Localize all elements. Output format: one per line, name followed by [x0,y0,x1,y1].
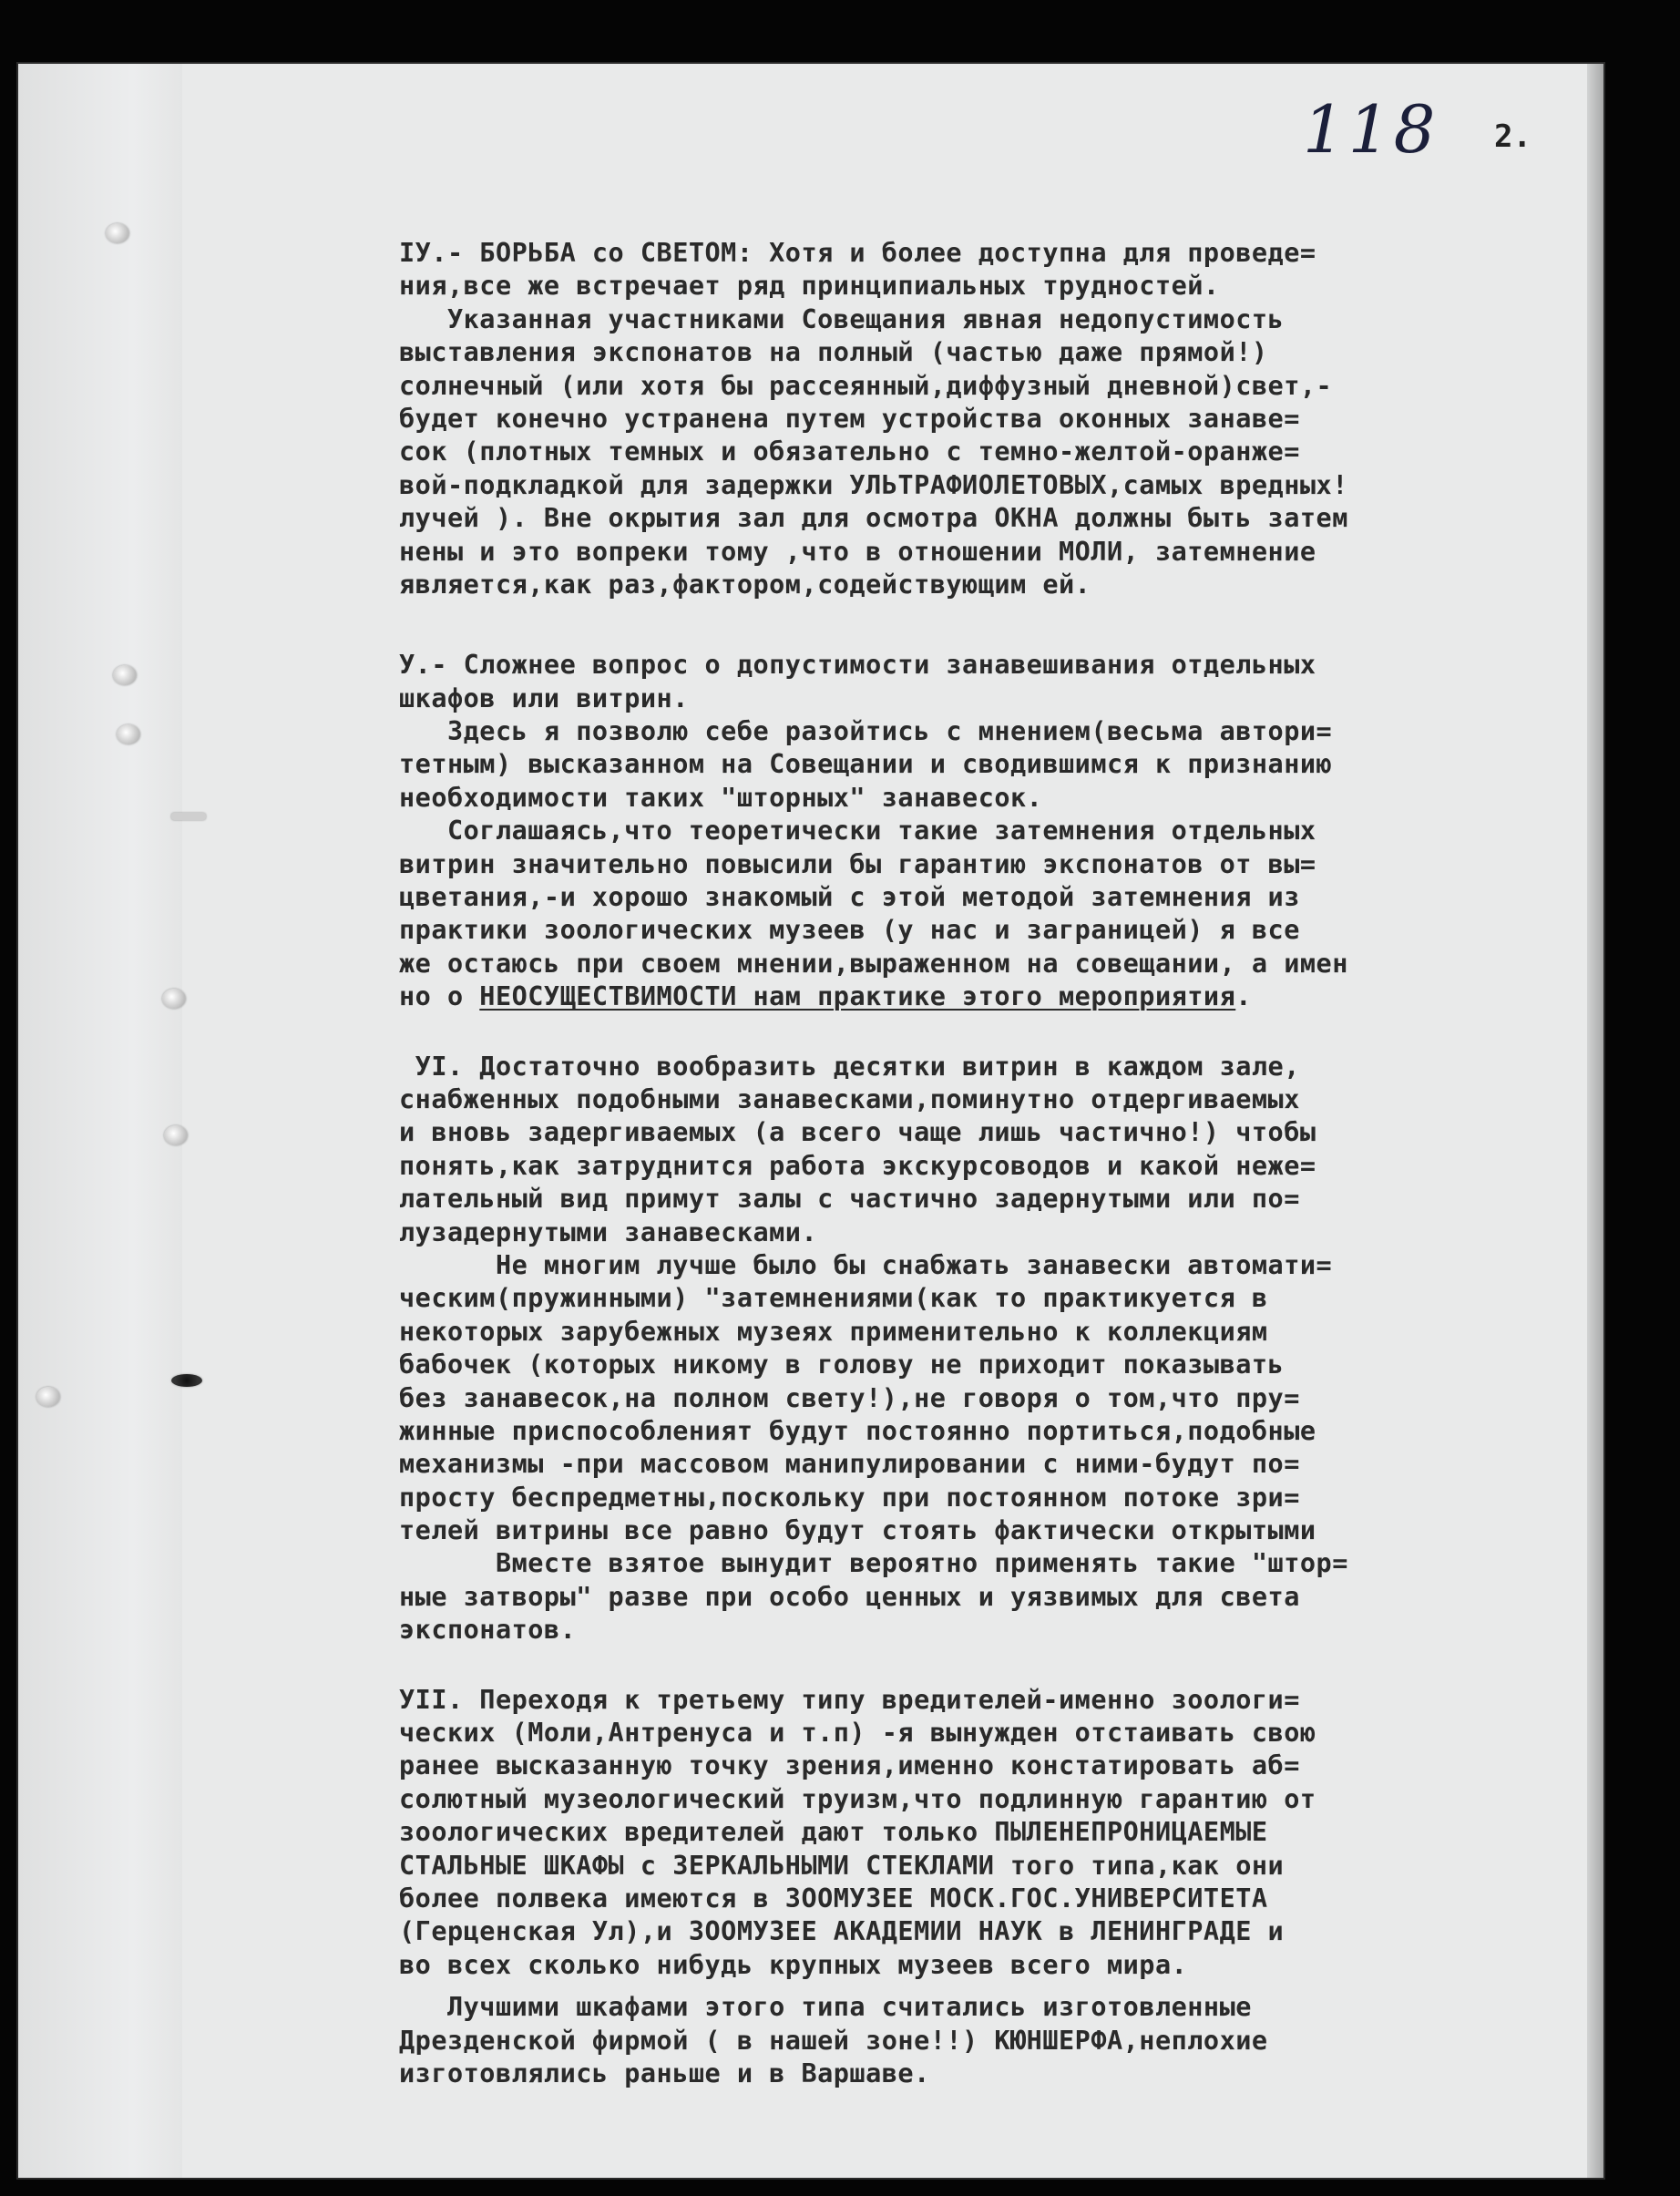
text-line: зоологических вредителей дают только ПЫЛЕНЕПРОНИЦАЕМЫЕ [399,1817,1268,1848]
text-line: бабочек (которых никому в голову не приходит показывать [399,1349,1285,1380]
page-number: 2. [1494,118,1531,155]
text-line: УI. Достаточно вообразить десятки витрин в каждом зале, [399,1051,1300,1082]
text-line [399,980,1583,1013]
underlined-phrase: НЕОСУЩЕСТВИМОСТИ нам практике этого мероприятия [479,981,1236,1012]
text-line: некоторых зарубежных музеях применительно к коллекциям [399,1316,1268,1347]
text-line: Соглашаясь,что теоретически такие затемнения отдельных [399,816,1316,847]
text-line: Вместе взятое вынудит вероятно применять такие "штор= [399,1548,1348,1579]
text-line: Не многим лучше было бы снабжать занавески автомати= [399,1249,1333,1280]
punch-hole [36,1387,60,1407]
text-line: ния,все же встречает ряд принципиальных трудностей. [399,271,1220,302]
text-line: солютный музеологический труизм,что подлинную гарантию от [399,1783,1316,1814]
text-line: ческим(пружинными) "затемнениями(как то практикуется в [399,1283,1268,1314]
text-line: является,как раз,фактором,содействующим ей. [399,569,1091,600]
section-4 [399,237,1583,601]
punch-hole [164,1125,188,1145]
text-line: сок (плотных темных и обязательно с темно-желтой-оранже= [399,436,1300,467]
text-line: нены и это вопреки тому ,что в отношении МОЛИ, затемнение [399,536,1316,567]
punch-hole [113,665,137,685]
section-5 [399,649,1583,980]
text-line: и вновь задергиваемых (а всего чаще лишь частично!) чтобы [399,1117,1316,1148]
text-line: цветания,-и хорошо знакомый с этой методой затемнения из [399,882,1300,913]
text-line: телей витрины все равно будут стоять фактически открытыми [399,1515,1316,1546]
text-line: ные затворы" разве при особо ценных и уязвимых для света [399,1581,1300,1612]
text-line: Дрезденской фирмой ( в нашей зоне!!) КЮНШЕРФА,неплохие [399,2025,1268,2056]
page-edge [1587,64,1603,2178]
text-line: более полвека имеются в ЗООМУЗЕЕ МОСК.ГОС.УНИВЕРСИТЕТА [399,1883,1268,1914]
text-line: IУ.- БОРЬБА со СВЕТОМ: Хотя и более доступна для проведе= [399,238,1316,268]
section-6 [399,1051,1583,1647]
punch-hole [162,989,186,1009]
text-line: экспонатов. [399,1615,577,1646]
text-line: лузадернутыми занавесками. [399,1216,818,1247]
text-line: же остаюсь при своем мнении,выраженном на совещании, а имен [399,948,1348,979]
folio-number: 118 [1303,91,1439,168]
punch-hole [171,813,206,820]
text-line: просту беспредметны,поскольку при постоянном потоке зри= [399,1482,1300,1513]
text-line: У.- Сложнее вопрос о допустимости занавешивания отдельных [399,650,1316,681]
text-line: жинные приспособленият будут постоянно портиться,подобные [399,1415,1316,1446]
text-line: лучей ). Вне окрытия зал для осмотра ОКНА должны быть затем [399,503,1348,534]
binding-margin [18,64,182,2178]
text-line: практики зоологических музеев (у нас и заграницей) я все [399,915,1300,946]
text-line: во всех сколько нибудь крупных музеев всего мира. [399,1949,1188,1980]
text-fragment: но о [399,981,480,1012]
text-line: (Герценская Ул),и ЗООМУЗЕЕ АКАДЕМИИ НАУК в ЛЕНИНГРАДЕ и [399,1916,1285,1947]
text-line: витрин значительно повысили бы гарантию экспонатов от вы= [399,848,1316,879]
document-page [18,64,1603,2178]
punch-hole [171,1374,202,1387]
text-line: снабженных подобными занавесками,поминутно отдергиваемых [399,1083,1300,1114]
text-fragment: . [1235,981,1252,1012]
text-line: шкафов или витрин. [399,682,689,713]
text-line: тетным) высказанном на Совещании и сводившимся к признанию [399,749,1333,780]
text-line: необходимости таких "шторных" занавесок. [399,782,1043,813]
text-line: солнечный (или хотя бы рассеянный,диффузный дневной)свет,- [399,370,1333,401]
text-line: лательный вид примут залы с частично задернутыми или по= [399,1184,1300,1215]
text-line: вой-подкладкой для задержки УЛЬТРАФИОЛЕТОВЫХ,самых вредных! [399,469,1348,500]
text-line: изготовлялись раньше и в Варшаве. [399,2057,930,2088]
text-line: понять,как затруднится работа экскурсоводов и какой неже= [399,1150,1316,1181]
punch-hole [106,223,129,243]
text-line: УII. Переходя к третьему типу вредителей-именно зоологи= [399,1684,1300,1715]
text-line: Здесь я позволю себе разойтись с мнением(весьма автори= [399,716,1333,747]
typewritten-text [399,237,1583,2090]
text-line: будет конечно устранена путем устройства оконных занаве= [399,403,1300,434]
text-line: Указанная участниками Совещания явная недопустимость [399,303,1285,334]
text-line: механизмы -при массовом манипулировании с ними-будут по= [399,1449,1300,1480]
text-line: ранее высказанную точку зрения,именно констатировать аб= [399,1750,1300,1781]
text-line: без занавесок,на полном свету!),не говоря о том,что пру= [399,1382,1300,1413]
text-line: Лучшими шкафами этого типа считались изготовленные [399,1992,1252,2023]
text-line: СТАЛЬНЫЕ ШКАФЫ с ЗЕРКАЛЬНЫМИ СТЕКЛАМИ того типа,как они [399,1850,1285,1881]
section-7 [399,1684,1583,1983]
section-7-tail [399,1991,1583,2090]
punch-hole [117,724,140,744]
text-line: выставления экспонатов на полный (частью даже прямой!) [399,337,1268,368]
text-line: ческих (Моли,Антренуса и т.п) -я вынужден отстаивать свою [399,1718,1316,1749]
